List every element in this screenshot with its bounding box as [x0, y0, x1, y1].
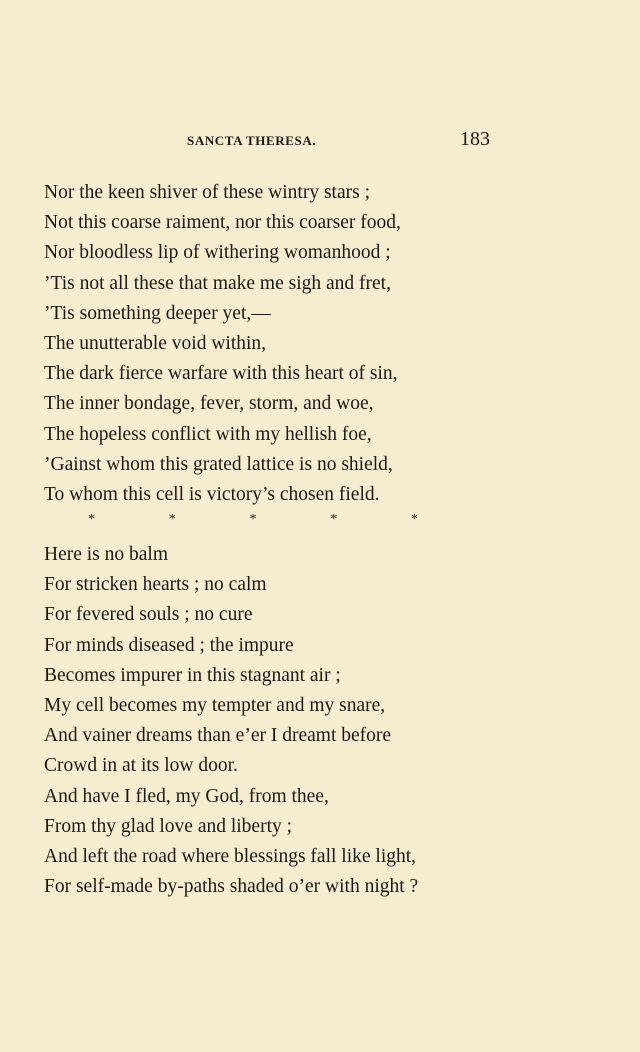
- running-title: SANCTA THERESA.: [187, 133, 317, 148]
- separator-star: *: [249, 512, 257, 527]
- separator-star: *: [330, 512, 338, 527]
- poem-line: And left the road where blessings fall like light,: [44, 845, 417, 867]
- separator-star: *: [168, 512, 176, 527]
- poem-line: The unutterable void within,: [44, 332, 267, 354]
- poem-line: The hopeless conflict with my hellish foe,: [44, 423, 372, 445]
- poem-line: For fevered souls ; no cure: [44, 604, 253, 626]
- page-header: [44, 128, 490, 154]
- poem-stanza-1: [44, 178, 401, 510]
- poem-line: For minds diseased ; the impure: [44, 634, 294, 656]
- section-separator: [88, 508, 418, 532]
- poem-line: Becomes impurer in this stagnant air ;: [44, 664, 341, 686]
- poem-line: To whom this cell is victory’s chosen field.: [44, 483, 380, 505]
- poem-line: From thy glad love and liberty ;: [44, 815, 293, 837]
- poem-line: For stricken hearts ; no calm: [44, 574, 267, 596]
- poem-line: Here is no balm: [44, 544, 169, 565]
- poem-line: The dark fierce warfare with this heart of sin,: [44, 363, 398, 385]
- poem-line: And vainer dreams than e’er I dreamt before: [44, 725, 392, 747]
- poem-line: ’Gainst whom this grated lattice is no shield,: [44, 453, 393, 475]
- poem-line: ’Tis something deeper yet,—: [44, 302, 271, 324]
- poem-line: Nor the keen shiver of these wintry stars ;: [44, 182, 370, 203]
- page-number: 183: [460, 128, 490, 150]
- poem-line: The inner bondage, fever, storm, and woe,: [44, 393, 374, 415]
- poem-line: My cell becomes my tempter and my snare,: [44, 694, 386, 716]
- poem-line: Nor bloodless lip of withering womanhood ;: [44, 242, 391, 264]
- separator-star: *: [411, 512, 418, 527]
- poem-line: And have I fled, my God, from thee,: [44, 785, 329, 807]
- separator-star: *: [88, 512, 95, 527]
- poem-stanza-2: [44, 540, 418, 902]
- poem-line: For self-made by-paths shaded o’er with night ?: [44, 876, 419, 898]
- poem-line: Crowd in at its low door.: [44, 755, 238, 777]
- poem-line: Not this coarse raiment, nor this coarser food,: [44, 212, 401, 234]
- poem-line: ’Tis not all these that make me sigh and fret,: [44, 272, 391, 294]
